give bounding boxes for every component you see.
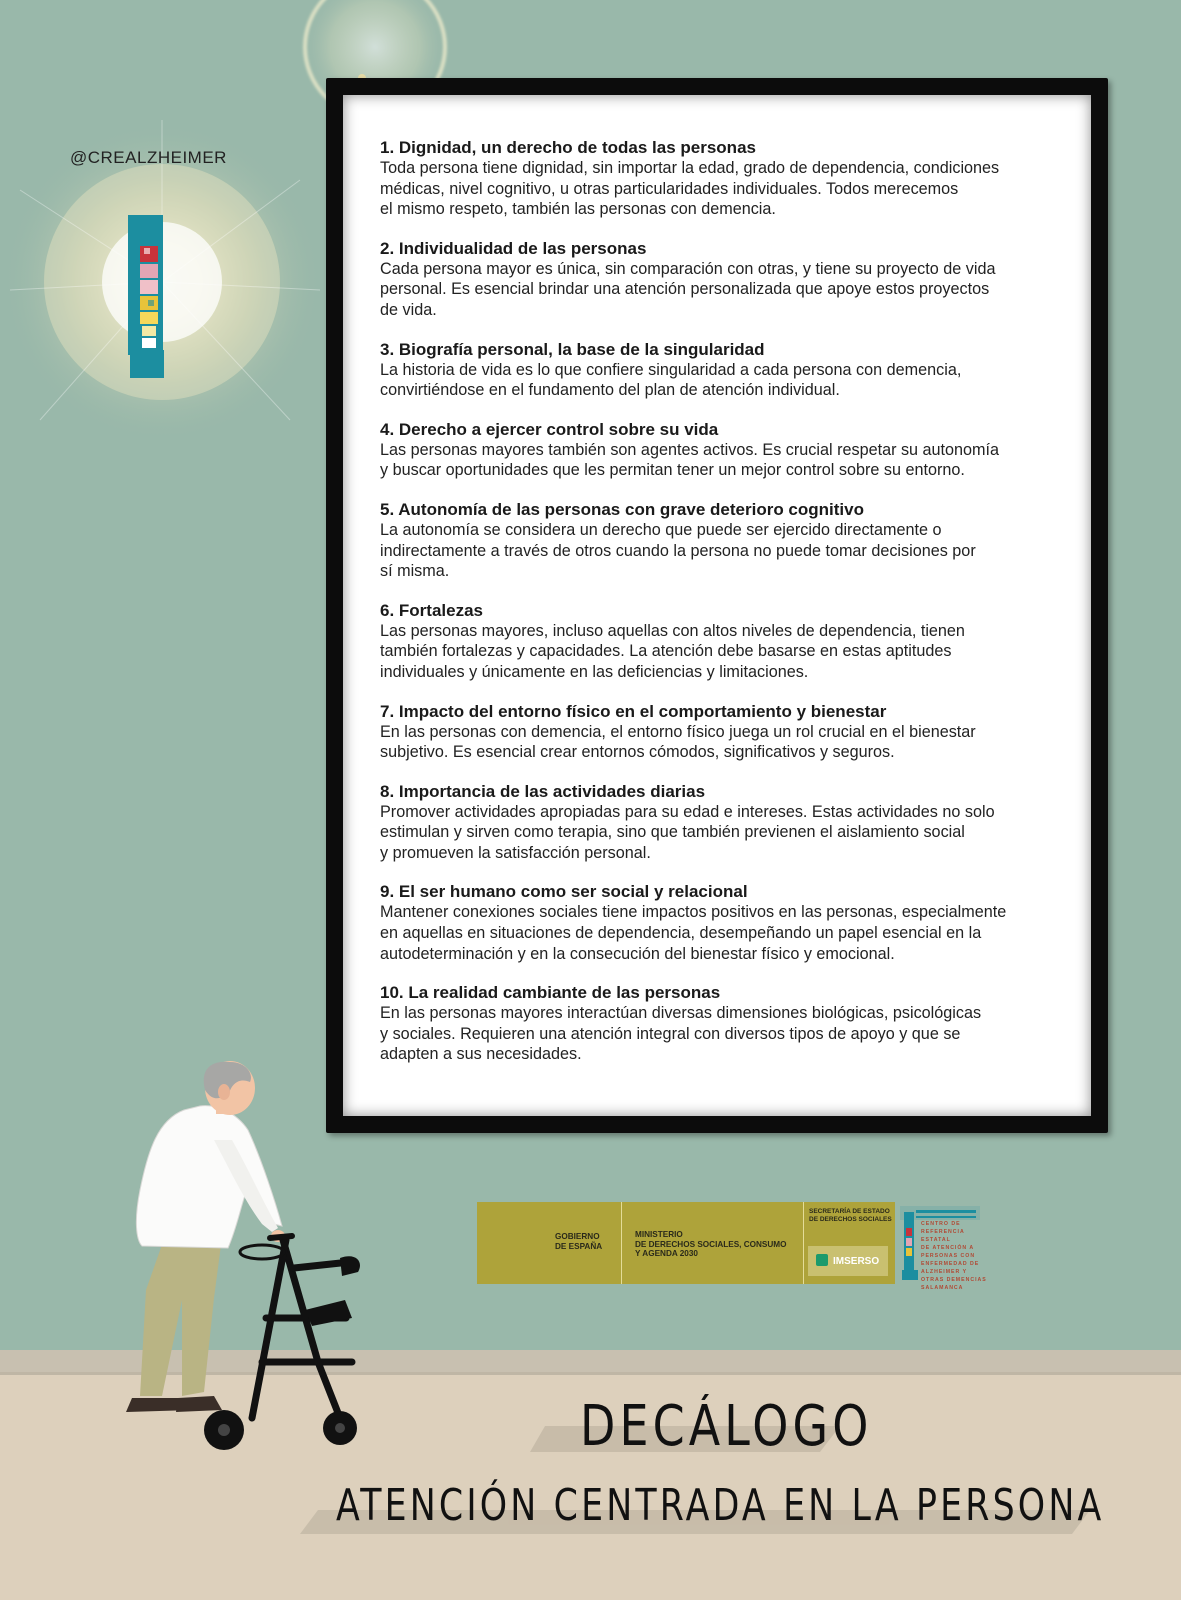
strip-divider <box>621 1202 622 1284</box>
page-subtitle: ATENCIÓN CENTRADA EN LA PERSONA <box>336 1480 1105 1531</box>
item-title: 9. El ser humano como ser social y relacional <box>380 882 748 902</box>
decalogue-list <box>380 138 1080 1084</box>
page-title: DECÁLOGO <box>580 1394 873 1459</box>
item-body: La autonomía se considera un derecho que puede ser ejercido directamente o indirectamente a través de otros cuando la persona no puede tomar decisiones por sí misma. <box>380 520 976 581</box>
item-title: 6. Fortalezas <box>380 600 483 620</box>
center-logo-large-icon <box>128 215 164 378</box>
item-body: La historia de vida es lo que confiere singularidad a cada persona con demencia, convirtiéndose en el fundamento del plan de atención individual. <box>380 360 962 400</box>
decalogue-item-3 <box>380 340 1080 401</box>
decalogue-item-10 <box>380 983 1080 1065</box>
item-title: 7. Impacto del entorno físico en el comportamiento y bienestar <box>380 701 887 721</box>
decalogue-item-2 <box>380 239 1080 321</box>
decalogue-item-7 <box>380 702 1080 763</box>
decalogue-item-4 <box>380 420 1080 481</box>
imserso-label: IMSERSO <box>833 1256 880 1267</box>
centro-referencia-label: CENTRO DE REFERENCIA ESTATAL DE ATENCIÓN A PERSONAS CON ENFERMEDAD DE ALZHEIMER Y OTRAS DEMENCIAS SALAMANCA <box>921 1221 987 1291</box>
imserso-icon <box>816 1254 828 1266</box>
item-body: En las personas mayores interactúan diversas dimensiones biológicas, psicológicas y sociales. Requieren una atención integral con diversos tipos de apoyo y que se adapten a sus necesidades. <box>380 1004 982 1064</box>
institutional-logo-strip <box>477 1202 895 1284</box>
item-title: 10. La realidad cambiante de las personas <box>380 983 721 1003</box>
item-title: 3. Biografía personal, la base de la singularidad <box>380 339 765 359</box>
secretaria-label: SECRETARÍA DE ESTADO DE DERECHOS SOCIALES <box>809 1208 892 1223</box>
social-handle: @CREALZHEIMER <box>70 148 227 167</box>
item-body: Promover actividades apropiadas para su edad e intereses. Estas actividades no solo estimulan y sirven como terapia, sino que también previenen el aislamiento social y promueven la satisfacción personal. <box>380 802 995 862</box>
decalogue-item-9 <box>380 882 1080 964</box>
item-title: 8. Importancia de las actividades diarias <box>380 781 706 801</box>
item-title: 5. Autonomía de las personas con grave deterioro cognitivo <box>380 499 864 519</box>
item-title: 1. Dignidad, un derecho de todas las personas <box>380 138 756 157</box>
item-title: 2. Individualidad de las personas <box>380 238 647 258</box>
imserso-logo <box>808 1246 888 1276</box>
decalogue-item-8 <box>380 782 1080 864</box>
decalogue-item-6 <box>380 601 1080 683</box>
item-body: En las personas con demencia, el entorno físico juega un rol crucial en el bienestar subjetivo. Es esencial crear entornos cómodos, significativos y seguros. <box>380 722 976 762</box>
ministerio-label: MINISTERIO DE DERECHOS SOCIALES, CONSUMO Y AGENDA 2030 <box>635 1230 787 1258</box>
item-title: 4. Derecho a ejercer control sobre su vida <box>380 419 719 439</box>
gobierno-label: GOBIERNO DE ESPAÑA <box>555 1232 603 1251</box>
item-body: Las personas mayores también son agentes activos. Es crucial respetar su autonomía y buscar oportunidades que les permitan tener un mejor control sobre su entorno. <box>380 440 1000 480</box>
item-body: Cada persona mayor es única, sin comparación con otras, y tiene su proyecto de vida personal. Es esencial brindar una atención personalizada que apoye estos proyectos de vida. <box>380 259 996 319</box>
item-body: Las personas mayores, incluso aquellas con altos niveles de dependencia, tienen también fortalezas y capacidades. La atención debe basarse en estas aptitudes individuales y únicamente en las deficiencias y limitaciones. <box>380 621 965 681</box>
decalogue-item-5 <box>380 500 1080 582</box>
item-body: Toda persona tiene dignidad, sin importar la edad, grado de dependencia, condiciones médicas, nivel cognitivo, u otras particularidades individuales. Todos merecemos el mismo respeto, también las personas con demencia. <box>380 159 1000 219</box>
strip-divider <box>803 1202 804 1284</box>
item-body: Mantener conexiones sociales tiene impactos positivos en las personas, especialmente en aquellas en situaciones de dependencia, desempeñando un papel esencial en la autodeterminación y en la consecución del bienestar físico y emocional. <box>380 903 1007 963</box>
decalogue-item-1 <box>380 138 1080 220</box>
